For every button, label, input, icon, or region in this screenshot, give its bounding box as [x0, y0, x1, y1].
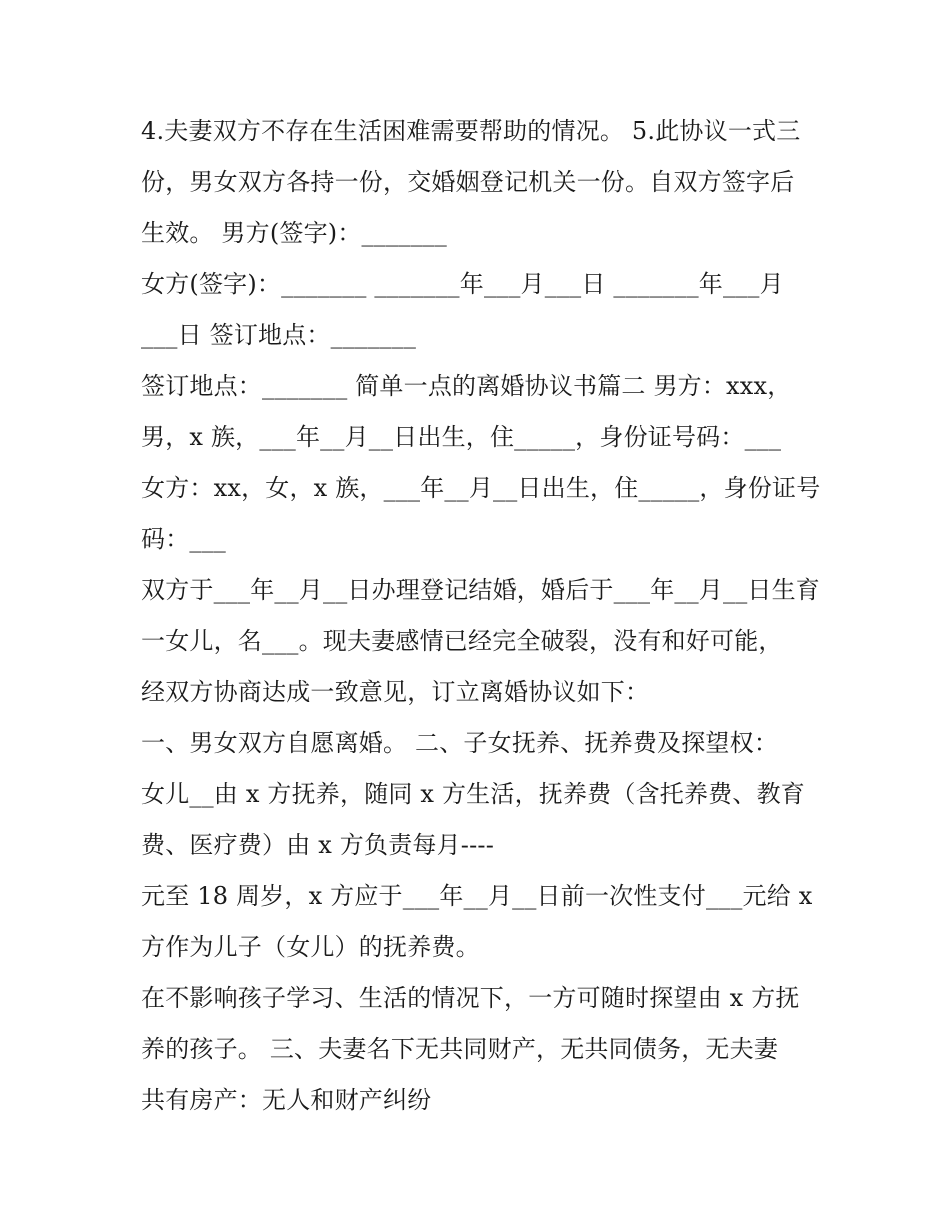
text-line: 在不影响孩子学习、生活的情况下，一方可随时探望由 x 方抚: [141, 984, 800, 1012]
text-line: 元至 18 周岁，x 方应于___年__月__日前一次性支付___元给 x: [141, 882, 813, 910]
text-line: 养的孩子。 三、夫妻名下无共同财产，无共同债务，无夫妻: [141, 1035, 779, 1063]
text-line: 4.夫妻双方不存在生活困难需要帮助的情况。 5.此协议一式三: [141, 117, 801, 145]
text-line: 双方于___年__月__日办理登记结婚，婚后于___年__月__日生育: [141, 576, 820, 604]
text-line: 女儿__由 x 方抚养，随同 x 方生活，抚养费（含托养费、教育: [141, 780, 805, 808]
text-line: 男，x 族，___年__月__日出生，住_____，身份证号码：___: [141, 423, 782, 451]
text-line: 份，男女双方各持一份，交婚姻登记机关一份。自双方签字后: [141, 168, 795, 196]
document-body: [141, 106, 821, 1126]
text-line: 经双方协商达成一致意见，订立离婚协议如下：: [141, 678, 650, 706]
text-line: 一、男女双方自愿离婚。 二、子女抚养、抚养费及探望权：: [141, 729, 779, 757]
text-line: 费、医疗费）由 x 方负责每月----: [141, 831, 495, 859]
text-line: 女方：xx，女，x 族，___年__月__日出生，住_____，身份证号: [141, 474, 821, 502]
text-line: 签订地点：_______ 简单一点的离婚协议书篇二 男方：xxx，: [141, 372, 792, 400]
text-line: 一女儿，名___。现夫妻感情已经完全破裂，没有和好可能，: [141, 627, 783, 655]
text-line: ___日 签订地点：_______: [141, 321, 417, 349]
text-line: 生效。 男方(签字)：_______: [141, 219, 447, 247]
text-line: 码：___: [141, 525, 226, 553]
text-line: 方作为儿子（女儿）的抚养费。: [141, 933, 480, 961]
text-line: 共有房产：无人和财产纠纷: [141, 1086, 432, 1114]
text-line: 女方(签字)：_______ _______年___月___日 _______年___月: [141, 270, 784, 298]
